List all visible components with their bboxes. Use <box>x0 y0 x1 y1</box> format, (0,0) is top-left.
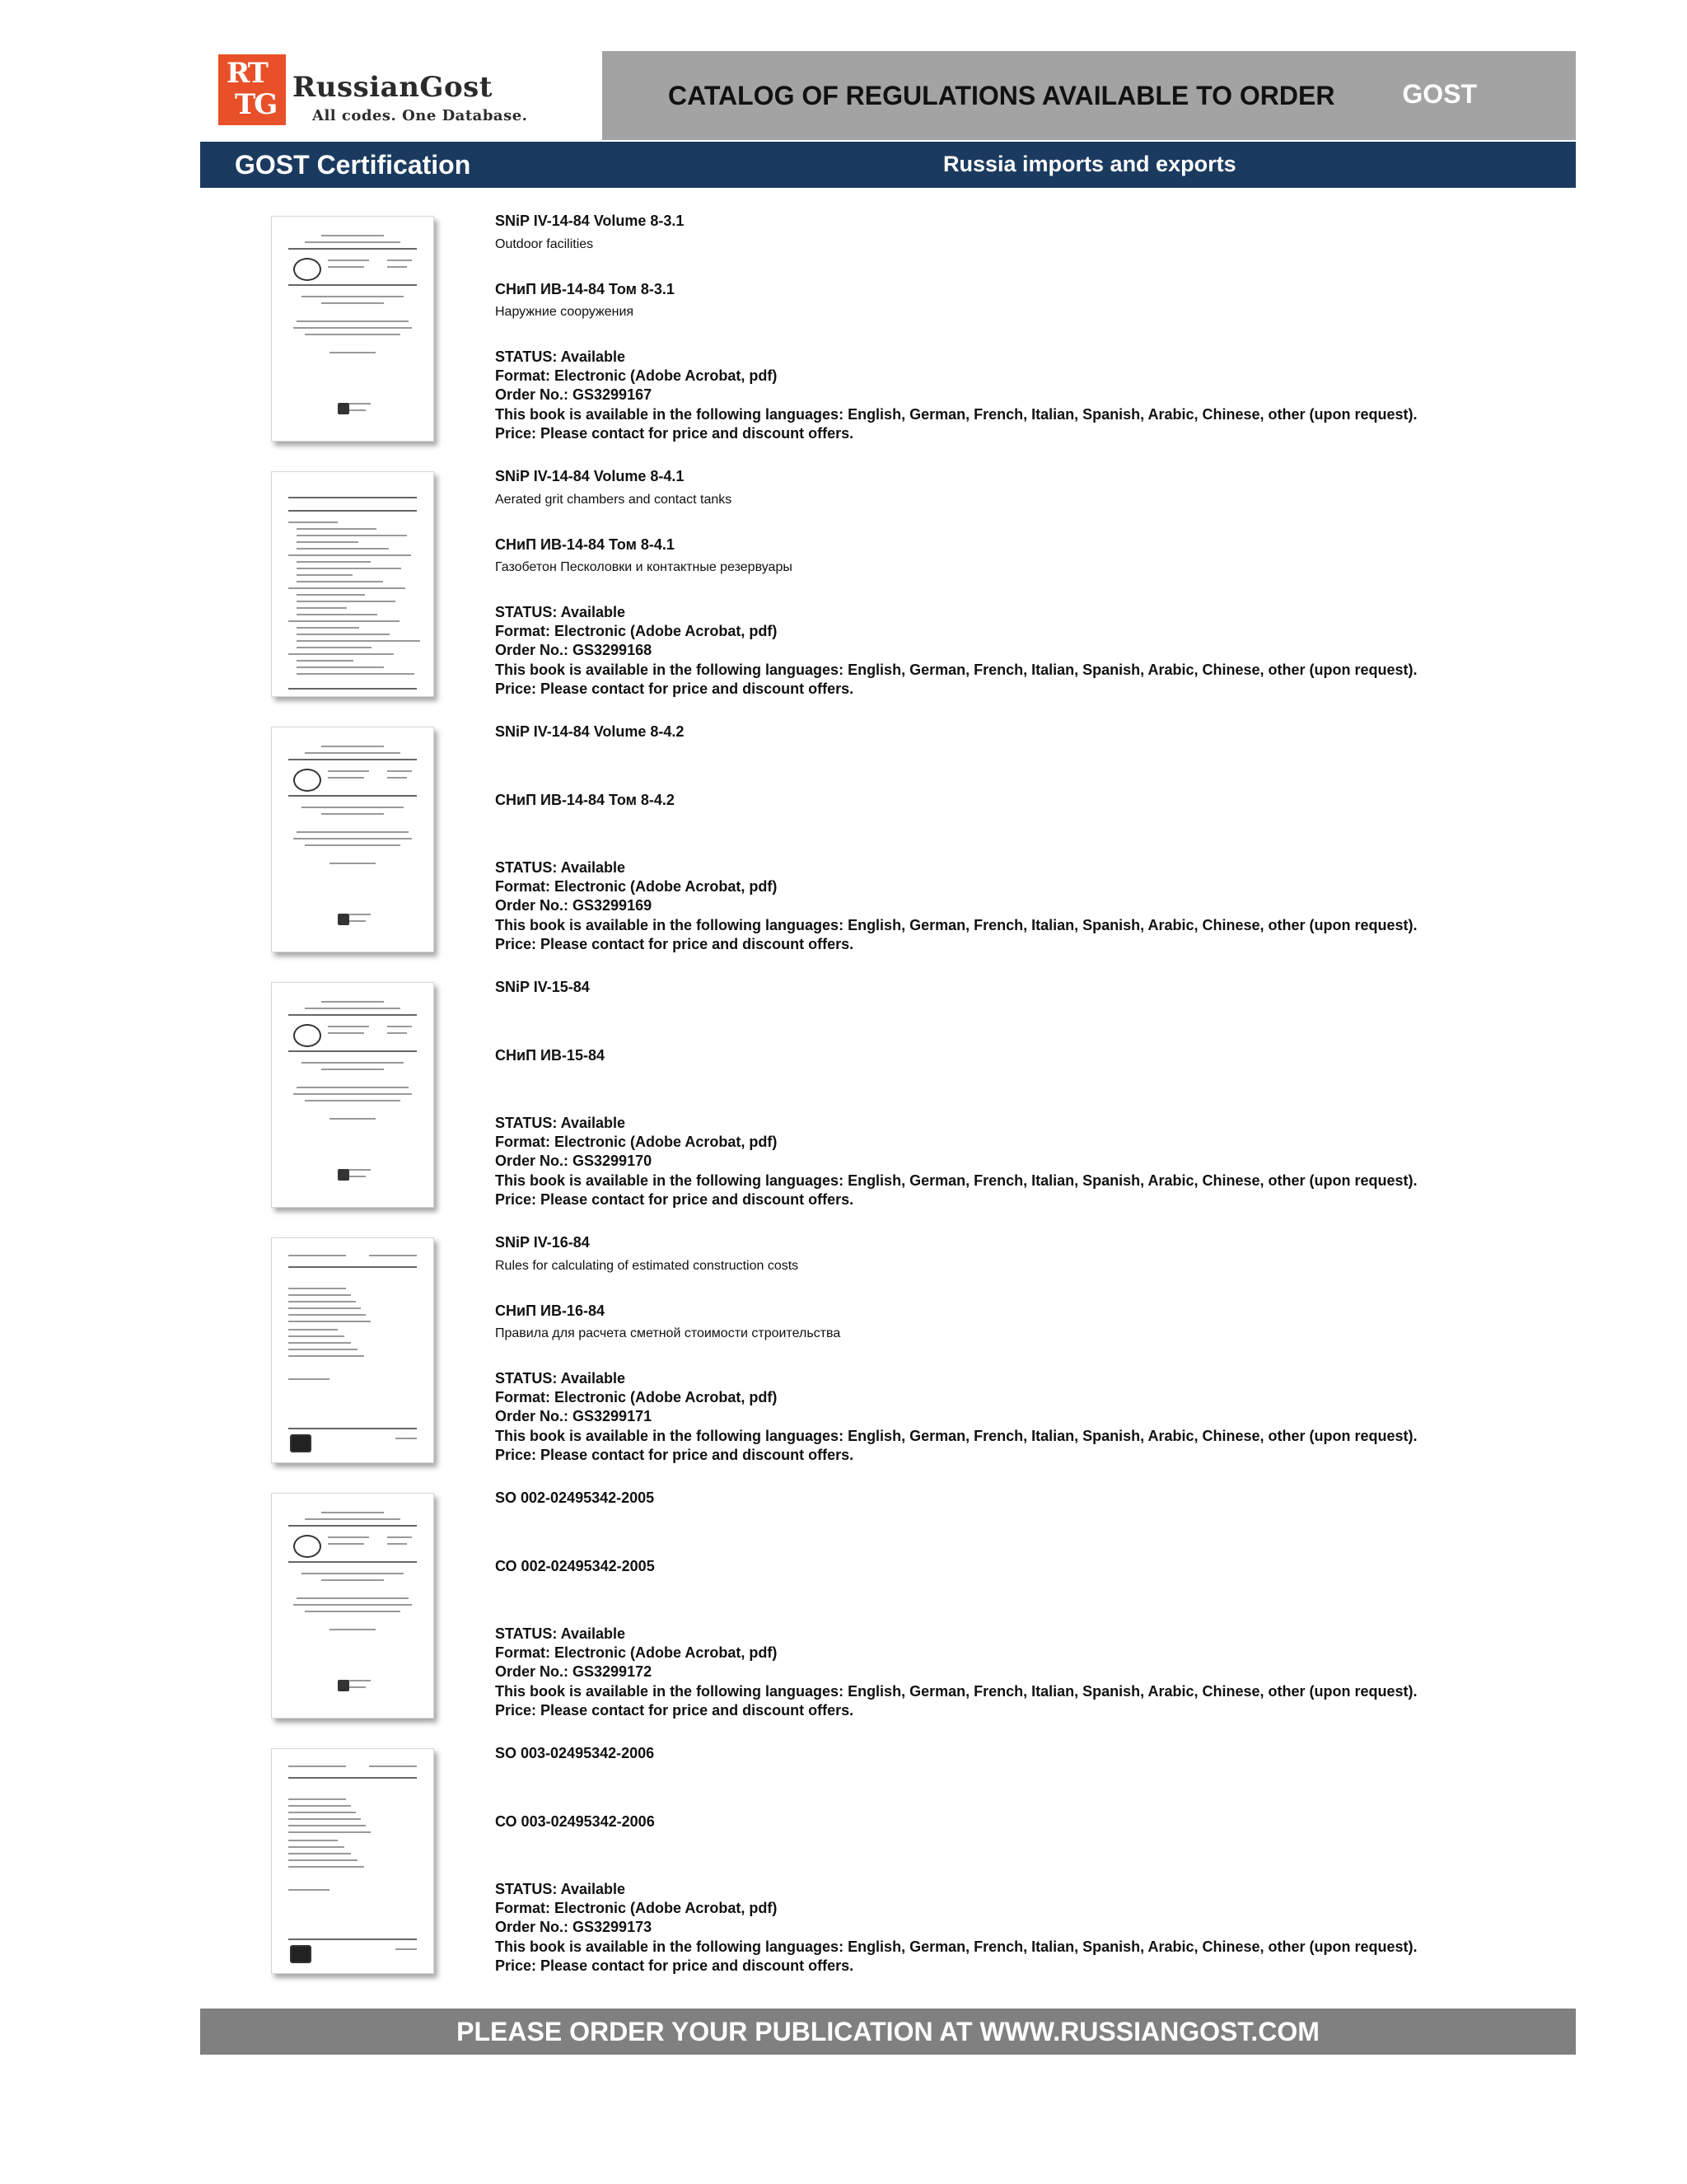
entry-order-number <box>495 641 1418 660</box>
entry-price: Price: Please contact for price and discount offers. <box>495 1957 854 1974</box>
entry-order-number <box>495 1663 1418 1681</box>
entry-format: Format: Electronic (Adobe Acrobat, pdf) <box>495 623 778 640</box>
entry-russian-title: СНиП ИВ-16-84 <box>495 1302 605 1319</box>
catalog-entry <box>200 1481 1576 1737</box>
entry-price: Price: Please contact for price and discount offers. <box>495 1701 854 1719</box>
entry-format: Format: Electronic (Adobe Acrobat, pdf) <box>495 1134 778 1151</box>
entry-title[interactable]: SNiP IV-14-84 Volume 8-4.1 <box>495 468 685 484</box>
document-cover-thumbnail[interactable] <box>271 1237 434 1463</box>
entry-price: Price: Please contact for price and discount offers. <box>495 424 854 442</box>
entry-subtitle: Aerated grit chambers and contact tanks <box>495 493 732 507</box>
header-bar <box>200 142 1576 188</box>
entry-subtitle: Outdoor facilities <box>495 237 594 251</box>
catalog-entry <box>200 715 1576 970</box>
gost-certification: GOST Certification <box>235 150 471 180</box>
document-cover-thumbnail[interactable] <box>271 1748 434 1974</box>
catalog-page <box>200 51 1576 1974</box>
document-cover-thumbnail[interactable] <box>271 982 434 1208</box>
entry-title[interactable]: SNiP IV-16-84 <box>495 1234 590 1251</box>
document-cover-thumbnail[interactable] <box>271 216 434 442</box>
entry-subtitle: Rules for calculating of estimated construction costs <box>495 1259 799 1273</box>
order-value: GS3299168 <box>572 642 652 659</box>
order-label: Order No.: <box>495 1663 573 1681</box>
entry-price: Price: Please contact for price and discount offers. <box>495 935 854 952</box>
header-title-area <box>602 51 1576 140</box>
order-label: Order No.: <box>495 642 573 659</box>
document-cover-thumbnail[interactable] <box>271 727 434 952</box>
logo-mark-bottom: TG <box>235 88 277 121</box>
entry-russian-title: СНиП ИВ-15-84 <box>495 1047 605 1064</box>
catalog-entry <box>200 970 1576 1226</box>
entry-languages: This book is available in the following languages: English, German, French, Italian, Spanish, Arabic, Chinese, other (upon request). <box>495 1427 1418 1444</box>
entry-languages: This book is available in the following languages: English, German, French, Italian, Spanish, Arabic, Chinese, other (upon request). <box>495 405 1418 423</box>
entry-languages: This book is available in the following languages: English, German, French, Italian, Spanish, Arabic, Chinese, other (upon request). <box>495 1682 1418 1700</box>
entry-order-number <box>495 1918 1418 1937</box>
catalog-entry <box>200 204 1576 460</box>
entry-languages: This book is available in the following languages: English, German, French, Italian, Spanish, Arabic, Chinese, other (upon request). <box>495 916 1418 933</box>
entry-order-number <box>495 386 1418 405</box>
entry-price: Price: Please contact for price and discount offers. <box>495 1446 854 1463</box>
entry-format: Format: Electronic (Adobe Acrobat, pdf) <box>495 1900 778 1917</box>
logo[interactable] <box>200 51 602 140</box>
entry-details <box>495 858 1418 954</box>
entry-status: STATUS: Available <box>495 1370 626 1387</box>
entry-price: Price: Please contact for price and discount offers. <box>495 680 854 697</box>
logo-name: RussianGost <box>292 71 493 104</box>
document-cover-thumbnail[interactable] <box>271 1493 434 1719</box>
entry-title[interactable]: SNiP IV-15-84 <box>495 979 590 995</box>
entry-price: Price: Please contact for price and discount offers. <box>495 1190 854 1208</box>
entry-status: STATUS: Available <box>495 604 626 620</box>
catalog-title: CATALOG OF REGULATIONS AVAILABLE TO ORDER <box>668 81 1335 110</box>
header <box>200 51 1576 140</box>
entry-format: Format: Electronic (Adobe Acrobat, pdf) <box>495 1644 778 1662</box>
catalog-entry <box>200 460 1576 715</box>
order-value: GS3299167 <box>572 386 652 404</box>
entry-russian-title: СО 002-02495342-2005 <box>495 1558 655 1574</box>
entry-list <box>200 204 1576 1992</box>
order-value: GS3299171 <box>572 1408 652 1425</box>
entry-details <box>495 1625 1418 1720</box>
entry-format: Format: Electronic (Adobe Acrobat, pdf) <box>495 878 778 896</box>
entry-russian-title: СНиП ИВ-14-84 Том 8-4.1 <box>495 536 675 553</box>
gost-label: GOST <box>1402 79 1477 109</box>
order-label: Order No.: <box>495 1919 573 1936</box>
entry-title[interactable]: SNiP IV-14-84 Volume 8-3.1 <box>495 213 685 229</box>
entry-status: STATUS: Available <box>495 859 626 876</box>
entry-title[interactable]: SO 002-02495342-2005 <box>495 1490 655 1506</box>
order-label: Order No.: <box>495 1408 573 1425</box>
entry-languages: This book is available in the following languages: English, German, French, Italian, Spanish, Arabic, Chinese, other (upon request). <box>495 661 1418 678</box>
entry-languages: This book is available in the following languages: English, German, French, Italian, Spanish, Arabic, Chinese, other (upon request). <box>495 1938 1418 1955</box>
entry-format: Format: Electronic (Adobe Acrobat, pdf) <box>495 1389 778 1406</box>
order-label: Order No.: <box>495 1153 573 1170</box>
entry-details <box>495 1114 1418 1209</box>
entry-russian-subtitle: Газобетон Песколовки и контактные резервуары <box>495 560 792 574</box>
order-label: Order No.: <box>495 897 573 914</box>
entry-status: STATUS: Available <box>495 1881 626 1897</box>
entry-details <box>495 603 1418 699</box>
logo-mark <box>218 54 286 125</box>
entry-russian-subtitle: Наружние сооружения <box>495 305 634 319</box>
entry-order-number <box>495 1152 1418 1171</box>
entry-details <box>495 1369 1418 1465</box>
entry-title[interactable]: SO 003-02495342-2006 <box>495 1745 655 1761</box>
entry-details <box>495 348 1418 443</box>
entry-languages: This book is available in the following languages: English, German, French, Italian, Spanish, Arabic, Chinese, other (upon request). <box>495 1172 1418 1189</box>
entry-russian-title: СНиП ИВ-14-84 Том 8-4.2 <box>495 792 675 808</box>
entry-russian-subtitle: Правила для расчета сметной стоимости строительства <box>495 1326 841 1340</box>
imports-exports: Russia imports and exports <box>943 152 1236 176</box>
catalog-entry <box>200 1226 1576 1481</box>
entry-russian-title: СНиП ИВ-14-84 Том 8-3.1 <box>495 281 675 297</box>
catalog-entry <box>200 1737 1576 1992</box>
entry-details <box>495 1880 1418 1976</box>
order-label: Order No.: <box>495 386 573 404</box>
entry-status: STATUS: Available <box>495 1625 626 1642</box>
order-value: GS3299172 <box>572 1663 652 1681</box>
entry-status: STATUS: Available <box>495 1115 626 1131</box>
order-footer[interactable]: PLEASE ORDER YOUR PUBLICATION AT WWW.RUSSIANGOST.COM <box>200 2009 1576 2055</box>
entry-format: Format: Electronic (Adobe Acrobat, pdf) <box>495 367 778 385</box>
document-cover-thumbnail[interactable] <box>271 471 434 697</box>
logo-tagline: All codes. One Database. <box>312 107 528 124</box>
order-value: GS3299173 <box>572 1919 652 1936</box>
entry-order-number <box>495 896 1418 915</box>
entry-title[interactable]: SNiP IV-14-84 Volume 8-4.2 <box>495 723 685 740</box>
logo-mark-top: RT <box>227 57 267 90</box>
order-value: GS3299170 <box>572 1153 652 1170</box>
entry-order-number <box>495 1407 1418 1426</box>
order-value: GS3299169 <box>572 897 652 914</box>
entry-status: STATUS: Available <box>495 348 626 365</box>
entry-russian-title: СО 003-02495342-2006 <box>495 1813 655 1830</box>
